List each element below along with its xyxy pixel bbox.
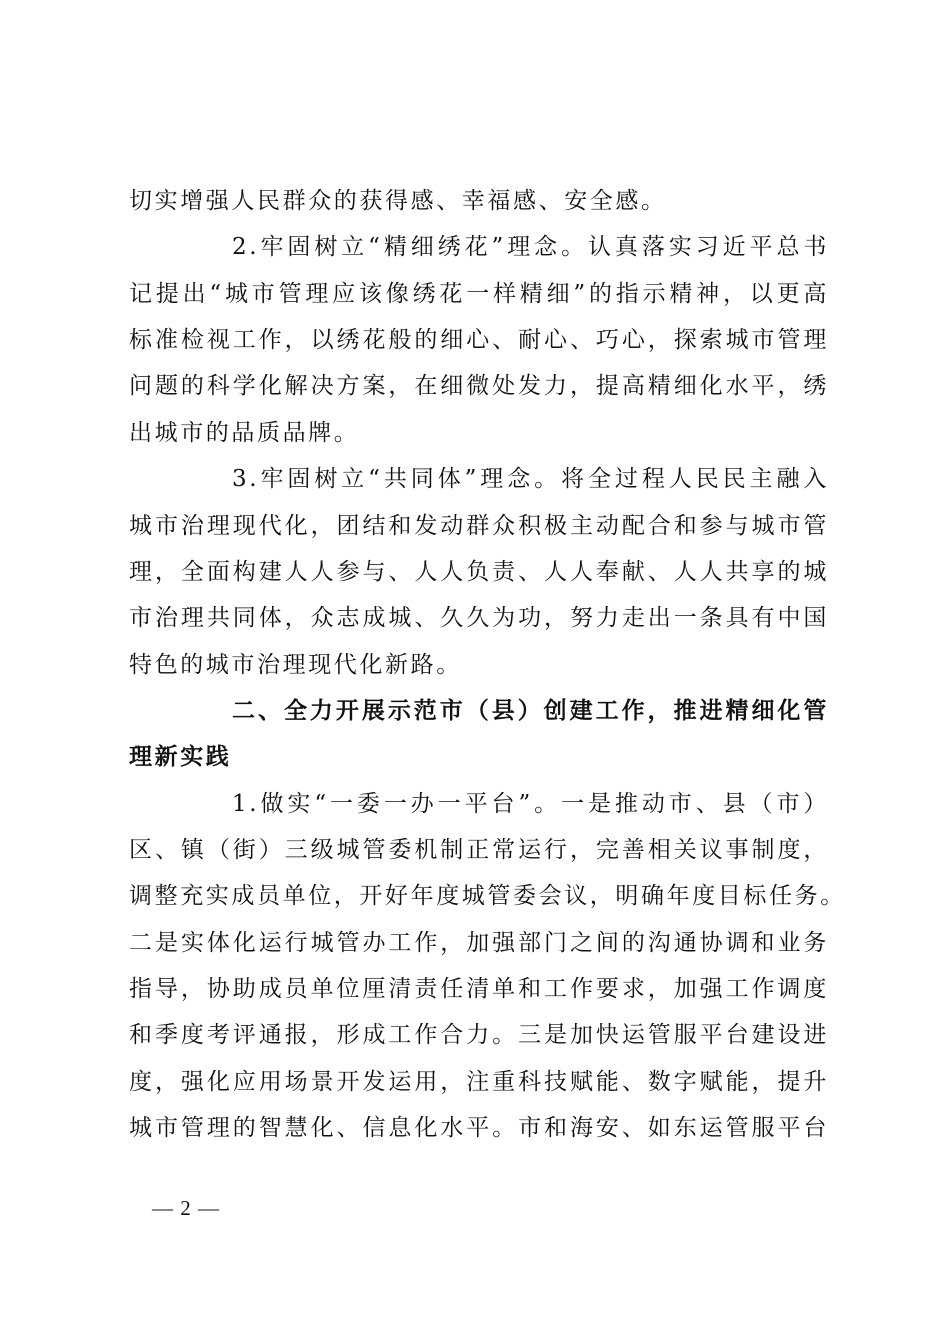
paragraph-3-line-2: 城市治理现代化，团结和发动群众积极主动配合和参与城市管 bbox=[129, 513, 829, 539]
paragraph-4-line-4: 二是实体化运行城管办工作，加强部门之间的沟通协调和业务 bbox=[129, 930, 829, 956]
paragraph-2-line-3: 标准检视工作，以绣花般的细心、耐心、巧心，探索城市管理 bbox=[129, 327, 829, 353]
paragraph-3-line-4: 市治理共同体，众志成城、久久为功，努力走出一条具有中国 bbox=[129, 605, 829, 631]
paragraph-3-line-1: 3.牢固树立“共同体”理念。将全过程人民民主融入 bbox=[232, 466, 829, 492]
paragraph-4-line-6: 和季度考评通报，形成工作合力。三是加快运管服平台建设进 bbox=[129, 1022, 829, 1048]
paragraph-4-line-2: 区、镇（街）三级城管委机制正常运行，完善相关议事制度， bbox=[129, 837, 829, 863]
paragraph-2-line-4: 问题的科学化解决方案，在细微处发力，提高精细化水平，绣 bbox=[129, 373, 829, 399]
paragraph-4-line-3: 调整充实成员单位，开好年度城管委会议，明确年度目标任务。 bbox=[129, 883, 846, 909]
paragraph-3-line-5: 特色的城市治理现代化新路。 bbox=[129, 652, 462, 678]
paragraph-2-line-5: 出城市的品质品牌。 bbox=[129, 420, 360, 446]
paragraph-4-line-1: 1.做实“一委一办一平台”。一是推动市、县（市） bbox=[232, 791, 829, 817]
paragraph-1-line-1: 切实增强人民群众的获得感、幸福感、安全感。 bbox=[129, 188, 667, 214]
section-heading-line-2: 理新实践 bbox=[129, 744, 232, 770]
paragraph-2-line-1: 2.牢固树立“精细绣花”理念。认真落实习近平总书 bbox=[232, 234, 829, 260]
paragraph-3-line-3: 理，全面构建人人参与、人人负责、人人奉献、人人共享的城 bbox=[129, 559, 829, 585]
paragraph-4-line-5: 指导，协助成员单位厘清责任清单和工作要求，加强工作调度 bbox=[129, 976, 829, 1002]
paragraph-4-line-8: 城市管理的智慧化、信息化水平。市和海安、如东运管服平台 bbox=[129, 1115, 829, 1141]
page-number: — 2 — bbox=[152, 1196, 220, 1220]
paragraph-4-line-7: 度，强化应用场景开发运用，注重科技赋能、数字赋能，提升 bbox=[129, 1069, 829, 1095]
section-heading-line-1: 二、全力开展示范市（县）创建工作，推进精细化管 bbox=[232, 698, 829, 724]
paragraph-2-line-2: 记提出“城市管理应该像绣花一样精细”的指示精神，以更高 bbox=[129, 281, 829, 307]
